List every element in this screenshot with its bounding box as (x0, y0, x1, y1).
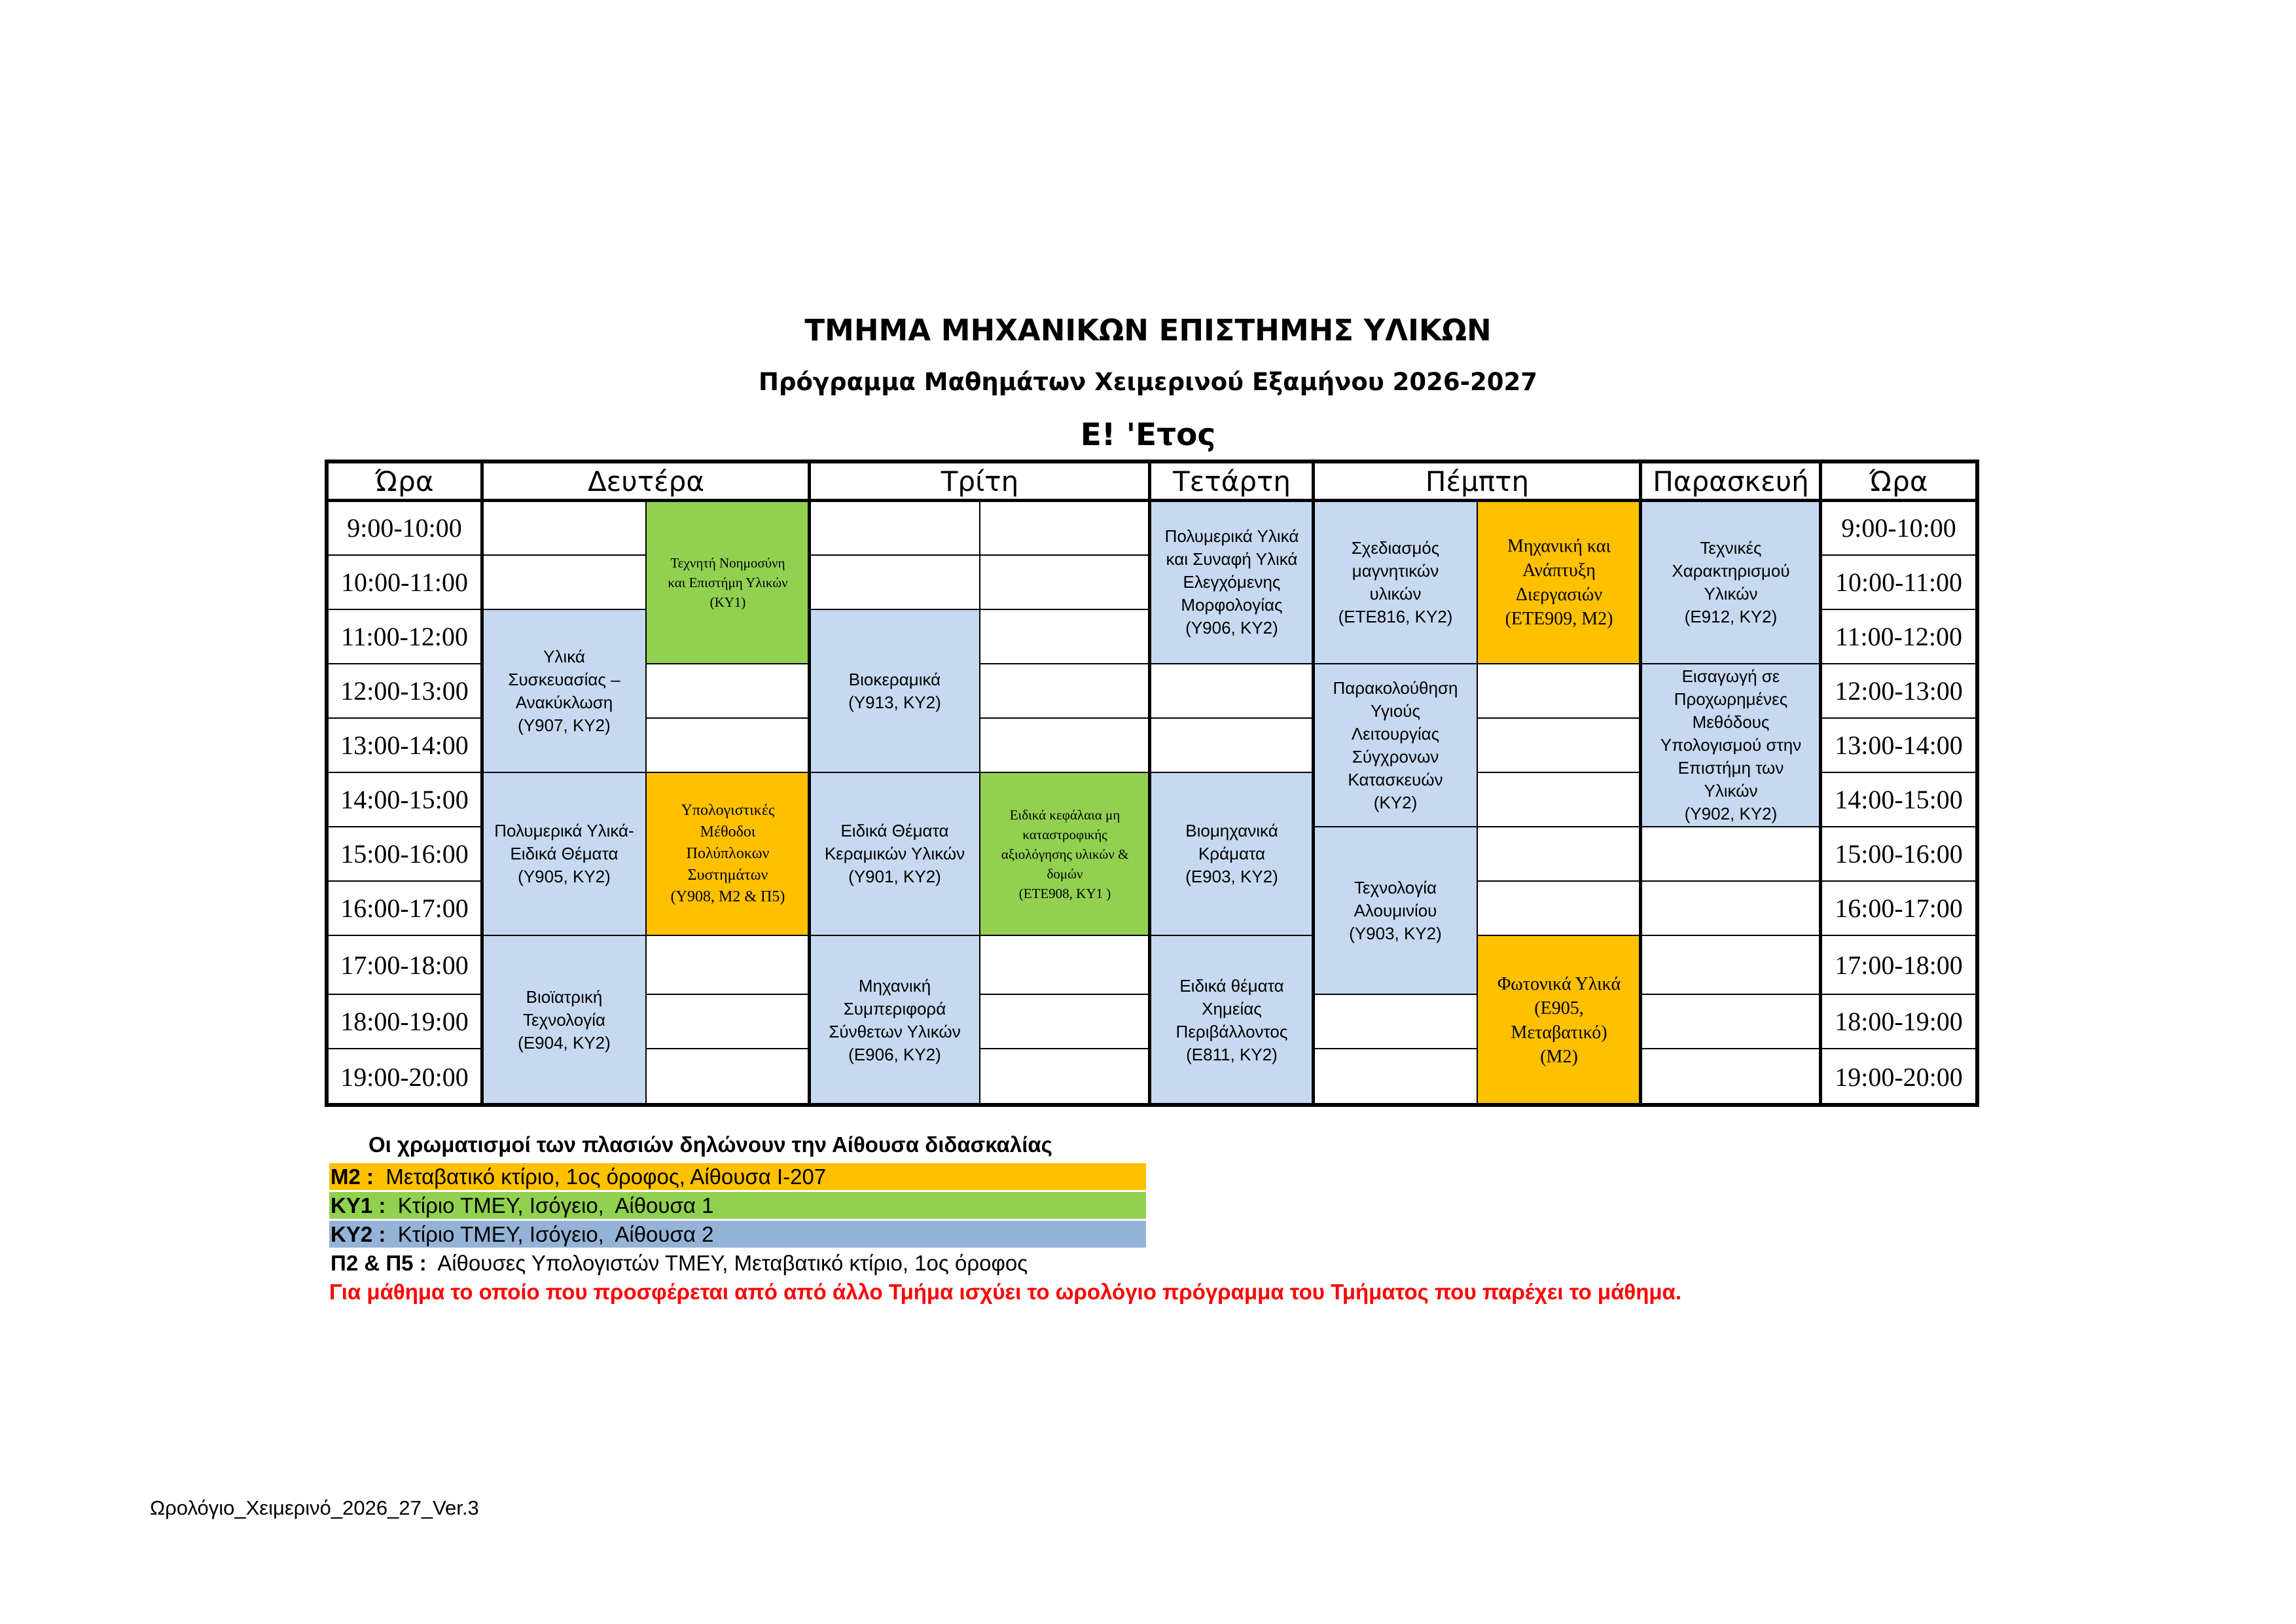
empty-slot (979, 609, 1151, 664)
time-right-6: 15:00-16:00 (1820, 826, 1977, 882)
time-right-2: 11:00-12:00 (1820, 609, 1977, 664)
empty-slot (1149, 663, 1314, 719)
course-cell: Ειδικά Θέματα Κεραμικών Υλικών (Υ901, ΚΥ2) (809, 772, 980, 936)
empty-slot (482, 500, 647, 556)
course-cell: Υπολογιστικές Μέθοδοι Πολύπλοκων Συστημάτων (Υ908, Μ2 & Π5) (645, 772, 810, 936)
empty-slot (1477, 880, 1641, 936)
empty-slot (979, 1048, 1151, 1106)
empty-slot (1313, 1048, 1478, 1106)
day-separator (808, 460, 811, 1107)
course-cell: Τεχνητή Νοημοσύνη και Επιστήμη Υλικών (ΚΥ1) (645, 500, 810, 664)
empty-slot (645, 1048, 810, 1106)
course-cell: Τεχνολογία Αλουμινίου (Υ903, ΚΥ2) (1313, 826, 1478, 995)
table-border (325, 460, 1979, 463)
empty-slot (645, 717, 810, 773)
course-cell: Υλικά Συσκευασίας – Ανακύκλωση (Υ907, ΚΥ2) (482, 609, 647, 773)
course-cell: Βιοϊατρική Τεχνολογία (Ε904, ΚΥ2) (482, 935, 647, 1106)
empty-slot (979, 500, 1151, 556)
version-footer: Ωρολόγιο_Χειμερινό_2026_27_Ver.3 (150, 1496, 479, 1519)
empty-slot (1640, 826, 1821, 882)
empty-slot (645, 994, 810, 1049)
empty-slot (1640, 994, 1821, 1049)
time-left-6: 15:00-16:00 (326, 826, 483, 882)
program-title: Πρόγραμμα Μαθημάτων Χειμερινού Εξαμήνου 2026-2027 (759, 368, 1537, 396)
course-cell: Ειδικά κεφάλαια μη καταστροφικής αξιολόγησης υλικών & δομών (ΕΤΕ908, ΚΥ1 ) (979, 772, 1151, 936)
empty-slot (979, 717, 1151, 773)
time-left-7: 16:00-17:00 (326, 880, 483, 936)
legend-note: Για μάθημα το οποίο που προσφέρεται από από άλλο Τμήμα ισχύει το ωρολόγιο πρόγραμμα του Τμήματος που παρέχει το μάθημα. (329, 1280, 1682, 1304)
table-border (1975, 460, 1979, 1107)
day-header-tuesday: Τρίτη (809, 461, 1151, 501)
time-right-7: 16:00-17:00 (1820, 880, 1977, 936)
course-cell: Μηχανική και Ανάπτυξη Διεργασιών (ΕΤΕ909, Μ2) (1477, 500, 1641, 664)
course-cell: Φωτονικά Υλικά (Ε905, Μεταβατικό) (Μ2) (1477, 935, 1641, 1106)
empty-slot (1640, 1048, 1821, 1106)
department-title: ΤΜΗΜΑ ΜΗΧΑΝΙΚΩΝ ΕΠΙΣΤΗΜΗΣ ΥΛΙΚΩΝ (804, 313, 1492, 348)
time-left-10: 19:00-20:00 (326, 1048, 483, 1106)
empty-slot (1640, 880, 1821, 936)
legend-item-p2-p5 (329, 1250, 1146, 1276)
legend-item-ky2 (329, 1221, 1146, 1248)
legend-item-m2 (329, 1163, 1146, 1190)
legend-item-ky1 (329, 1192, 1146, 1219)
course-cell: Παρακολούθηση Υγιούς Λειτουργίας Σύγχρονων Κατασκευών (ΚΥ2) (1313, 663, 1478, 827)
empty-slot (1149, 717, 1314, 773)
time-left-9: 18:00-19:00 (326, 994, 483, 1049)
empty-slot (979, 663, 1151, 719)
empty-slot (1640, 935, 1821, 995)
time-right-5: 14:00-15:00 (1820, 772, 1977, 827)
course-cell: Μηχανική Συμπεριφορά Σύνθετων Υλικών (Ε906, ΚΥ2) (809, 935, 980, 1106)
empty-slot (1477, 826, 1641, 882)
legend-code: Μ2 : (331, 1164, 374, 1189)
day-separator (1639, 460, 1642, 1107)
course-cell: Σχεδιασμός μαγνητικών υλικών (ΕΤΕ816, ΚΥ2) (1313, 500, 1478, 664)
legend-text: Κτίριο ΤΜΕΥ, Ισόγειο, Αίθουσα 2 (386, 1222, 714, 1246)
day-header-thursday: Πέμπτη (1313, 461, 1641, 501)
day-separator (1148, 460, 1151, 1107)
day-header-friday: Παρασκευή (1640, 461, 1821, 501)
course-cell: Εισαγωγή σε Προχωρημένες Μεθόδους Υπολογισμού στην Επιστήμη των Υλικών (Υ902, ΚΥ2) (1640, 663, 1821, 827)
legend-text: Αίθουσες Υπολογιστών ΤΜΕΥ, Μεταβατικό κτίριο, 1ος όροφος (426, 1251, 1028, 1275)
day-separator (1312, 460, 1315, 1107)
time-right-1: 10:00-11:00 (1820, 554, 1977, 610)
hour-header-right: Ώρα (1820, 461, 1977, 501)
time-right-4: 13:00-14:00 (1820, 717, 1977, 773)
course-cell: Πολυμερικά Υλικά- Ειδικά Θέματα (Υ905, ΚΥ2) (482, 772, 647, 936)
legend-code: ΚΥ2 : (331, 1222, 386, 1246)
empty-slot (979, 935, 1151, 995)
time-left-2: 11:00-12:00 (326, 609, 483, 664)
legend-text: Μεταβατικό κτίριο, 1ος όροφος, Αίθουσα Ι-207 (374, 1164, 827, 1189)
empty-slot (645, 663, 810, 719)
course-cell: Τεχνικές Χαρακτηρισμού Υλικών (Ε912, ΚΥ2) (1640, 500, 1821, 664)
day-separator (1819, 460, 1822, 1107)
course-cell: Βιομηχανικά Κράματα (Ε903, ΚΥ2) (1149, 772, 1314, 936)
time-left-0: 9:00-10:00 (326, 500, 483, 556)
empty-slot (482, 554, 647, 610)
year-title: Ε! 'Ετος (1080, 417, 1216, 453)
day-header-monday: Δευτέρα (482, 461, 810, 501)
empty-slot (1313, 994, 1478, 1049)
time-left-8: 17:00-18:00 (326, 935, 483, 995)
legend-code: Π2 & Π5 : (331, 1251, 427, 1275)
table-border (325, 1103, 1979, 1107)
time-left-1: 10:00-11:00 (326, 554, 483, 610)
hour-header-left: Ώρα (326, 461, 483, 501)
time-left-4: 13:00-14:00 (326, 717, 483, 773)
empty-slot (1477, 772, 1641, 827)
legend-text: Κτίριο ΤΜΕΥ, Ισόγειο, Αίθουσα 1 (386, 1193, 714, 1218)
empty-slot (809, 554, 980, 610)
course-cell: Βιοκεραμικά (Υ913, ΚΥ2) (809, 609, 980, 773)
empty-slot (1477, 717, 1641, 773)
day-separator (480, 460, 484, 1107)
time-left-3: 12:00-13:00 (326, 663, 483, 719)
empty-slot (979, 994, 1151, 1049)
day-header-wednesday: Τετάρτη (1149, 461, 1314, 501)
time-right-3: 12:00-13:00 (1820, 663, 1977, 719)
time-right-9: 18:00-19:00 (1820, 994, 1977, 1049)
empty-slot (809, 500, 980, 556)
empty-slot (979, 554, 1151, 610)
header-separator (325, 499, 1979, 502)
time-right-10: 19:00-20:00 (1820, 1048, 1977, 1106)
empty-slot (645, 935, 810, 995)
course-cell: Πολυμερικά Υλικά και Συναφή Υλικά Ελεγχόμενης Μορφολογίας (Υ906, ΚΥ2) (1149, 500, 1314, 664)
time-right-0: 9:00-10:00 (1820, 500, 1977, 556)
empty-slot (1477, 663, 1641, 719)
course-cell: Ειδικά θέματα Χημείας Περιβάλλοντος (Ε811, ΚΥ2) (1149, 935, 1314, 1106)
time-right-8: 17:00-18:00 (1820, 935, 1977, 995)
table-border (325, 460, 329, 1107)
time-left-5: 14:00-15:00 (326, 772, 483, 827)
legend-title: Οι χρωματισμοί των πλασιών δηλώνουν την Αίθουσα διδασκαλίας (368, 1132, 1052, 1157)
legend-code: ΚΥ1 : (331, 1193, 386, 1218)
